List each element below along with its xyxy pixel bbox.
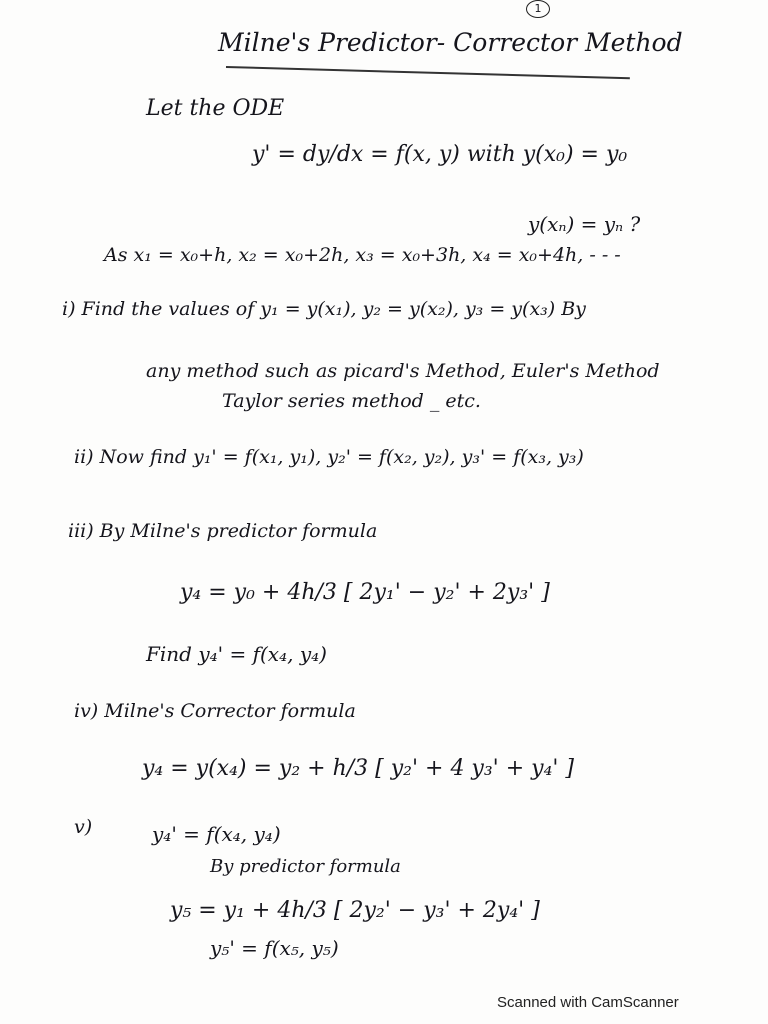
step-1-line-c: Taylor series method _ etc. — [222, 390, 481, 412]
step-5-final: y₅' = f(x₅, y₅) — [210, 936, 339, 960]
step-points-line: As x₁ = x₀+h, x₂ = x₀+2h, x₃ = x₀+3h, x₄ = x₀+4h, - - - — [104, 244, 621, 266]
step-5-label: v) — [74, 816, 93, 838]
corrector-formula: y₄ = y(x₄) = y₂ + h/3 [ y₂' + 4 y₃' + y₄' ] — [142, 756, 575, 781]
step-2-line: ii) Now find y₁' = f(x₁, y₁), y₂' = f(x₂, y₂), y₃' = f(x₃, y₃) — [74, 446, 584, 468]
step-5-predictor-formula: y₅ = y₁ + 4h/3 [ 2y₂' − y₃' + 2y₄' ] — [170, 898, 540, 923]
step-3-heading: iii) By Milne's predictor formula — [68, 520, 378, 542]
ode-equation: y' = dy/dx = f(x, y) with y(x₀) = y₀ — [252, 142, 628, 167]
predictor-formula: y₄ = y₀ + 4h/3 [ 2y₁' − y₂' + 2y₃' ] — [180, 580, 550, 605]
page-number: 1 — [526, 0, 550, 18]
step-1-line-a: i) Find the values of y₁ = y(x₁), y₂ = y(x₂), y₃ = y(x₃) By — [62, 298, 586, 320]
title-underline — [226, 66, 630, 79]
camscanner-footer: Scanned with CamScanner — [497, 994, 679, 1011]
step-3-find: Find y₄' = f(x₄, y₄) — [146, 642, 327, 666]
step-5-derivative: y₄' = f(x₄, y₄) — [152, 822, 281, 846]
target-equation: y(xₙ) = yₙ ? — [528, 212, 641, 236]
step-5-note: By predictor formula — [210, 856, 401, 877]
step-1-line-b: any method such as picard's Method, Euler's Method — [146, 360, 660, 382]
page-title: Milne's Predictor- Corrector Method — [218, 28, 683, 57]
intro-line: Let the ODE — [146, 96, 285, 121]
step-4-heading: iv) Milne's Corrector formula — [74, 700, 356, 722]
